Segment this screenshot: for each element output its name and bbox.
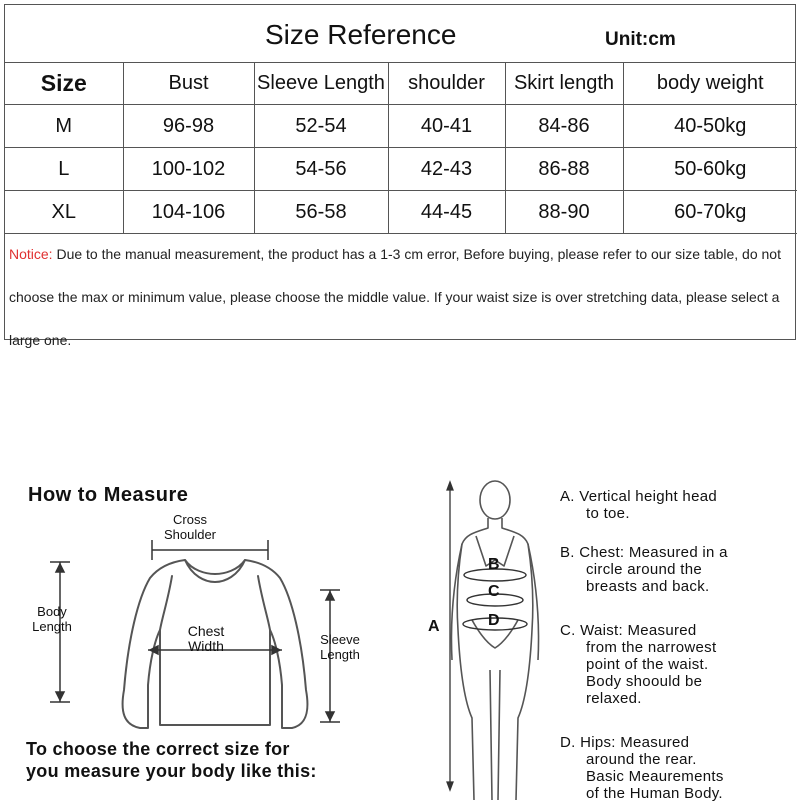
bust-value: 96-98: [123, 105, 254, 148]
bust-value: 104-106: [123, 191, 254, 234]
note-line: A. Vertical height head: [560, 488, 718, 505]
sleeve-length-label-line: Length: [320, 647, 360, 662]
note-line: circle around the: [586, 561, 702, 578]
size-grid-header-row: [5, 62, 797, 105]
figure-legs: [490, 670, 500, 800]
shoulder-value: 40-41: [388, 105, 505, 148]
how-to-measure-section: [0, 340, 800, 800]
note-waist: [560, 622, 716, 707]
note-line: point of the waist.: [586, 656, 709, 673]
header-shoulder: shoulder: [388, 62, 505, 105]
figure-head: [480, 481, 510, 519]
skirt-length-value: 86-88: [505, 148, 623, 191]
note-line: from the narrowest: [586, 639, 717, 656]
size-label: XL: [5, 191, 123, 234]
note-line: relaxed.: [586, 690, 642, 707]
sweater-raglan-left: [160, 576, 172, 630]
note-hips: [560, 734, 724, 802]
note-line: around the rear.: [586, 751, 697, 768]
note-line: B. Chest: Measured in a: [560, 544, 728, 561]
shoulder-value: 44-45: [388, 191, 505, 234]
measure-instruction-line: you measure your body like this:: [26, 761, 317, 781]
figure-letter-b: B: [488, 556, 500, 573]
body-weight-value: 60-70kg: [623, 191, 797, 234]
header-bust: Bust: [123, 62, 254, 105]
header-body-weight: body weight: [623, 62, 797, 105]
note-height: [560, 488, 717, 522]
sweater-diagram: [0, 340, 420, 800]
table-row: [5, 191, 797, 234]
note-line: to toe.: [586, 505, 630, 522]
size-table-title: Size Reference: [265, 19, 457, 50]
size-table-title-row: [5, 5, 795, 63]
cross-shoulder-label: [160, 512, 220, 542]
body-length-label-line: Length: [32, 619, 72, 634]
body-length-label: [30, 604, 74, 634]
size-reference-table: [4, 4, 796, 348]
sleeve-length-label-line: Sleeve: [320, 632, 360, 647]
sweater-raglan-right: [258, 576, 270, 630]
chest-width-label-line: Chest: [187, 623, 225, 639]
how-to-measure-title: How to Measure: [28, 484, 189, 506]
cross-shoulder-label-line: Shoulder: [163, 527, 217, 542]
body-weight-value: 50-60kg: [623, 148, 797, 191]
header-sleeve-length: Sleeve Length: [254, 62, 388, 105]
chest-width-label: [176, 624, 236, 654]
note-line: Basic Meaurements: [586, 768, 724, 785]
note-line: C. Waist: Measured: [560, 622, 697, 639]
size-label: L: [5, 148, 123, 191]
table-row: [5, 105, 797, 148]
skirt-length-value: 84-86: [505, 105, 623, 148]
sleeve-length-value: 56-58: [254, 191, 388, 234]
body-length-label-line: Body: [37, 604, 67, 619]
notice-text: Due to the manual measurement, the product has a 1-3 cm error, Before buying, please refer to our size table, do not choose the max or minimum value, please choose the middle value. If your waist size is over stretching data, please select a large one.: [9, 246, 781, 348]
measure-instruction: [26, 738, 317, 782]
body-weight-value: 40-50kg: [623, 105, 797, 148]
skirt-length-value: 88-90: [505, 191, 623, 234]
note-line: D. Hips: Measured: [560, 734, 690, 751]
cross-shoulder-label-line: Cross: [173, 512, 207, 527]
size-grid: [5, 62, 797, 234]
bust-value: 100-102: [123, 148, 254, 191]
measure-instruction-line: To choose the correct size for: [26, 739, 290, 759]
figure-letter-c: C: [488, 583, 500, 600]
header-skirt-length: Skirt length: [505, 62, 623, 105]
chest-width-label-line: Width: [188, 638, 224, 654]
note-chest: [560, 544, 728, 595]
sleeve-length-value: 54-56: [254, 148, 388, 191]
figure-letter-a: A: [428, 618, 440, 635]
size-label: M: [5, 105, 123, 148]
figure-letter-d: D: [488, 612, 500, 629]
table-row: [5, 148, 797, 191]
note-line: of the Human Body.: [586, 785, 723, 802]
note-line: Body shoould be: [586, 673, 703, 690]
sleeve-length-label: [306, 632, 374, 662]
header-size: Size: [5, 62, 123, 105]
size-table-unit: Unit:cm: [605, 29, 676, 50]
notice-label: Notice:: [9, 246, 53, 262]
sweater-collar: [185, 560, 245, 582]
note-line: breasts and back.: [586, 578, 710, 595]
shoulder-value: 42-43: [388, 148, 505, 191]
sleeve-length-value: 52-54: [254, 105, 388, 148]
